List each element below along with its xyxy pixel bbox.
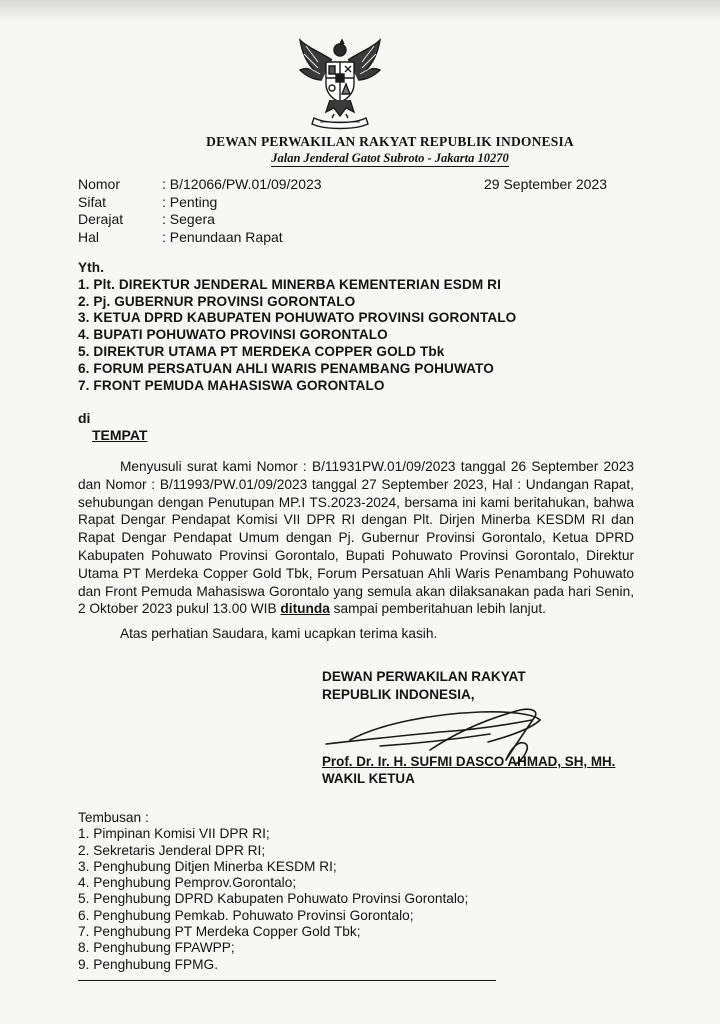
sifat-label: Sifat (78, 193, 107, 210)
recipient-item: 2. Pj. GUBERNUR PROVINSI GORONTALO (78, 293, 356, 309)
signatory-name: Prof. Dr. Ir. H. SUFMI DASCO AHMAD, SH, MH. (322, 754, 616, 769)
cc-item: 2. Sekretaris Jenderal DPR RI; (78, 842, 266, 858)
derajat-label: Derajat (78, 211, 124, 227)
body-text-part1: Menyusuli surat kami Nomor : B/11931PW.01/09/2023 tanggal 26 September 2023 dan Nomor : B/11993/PW.01/09/2023 tanggal 27 September 2023, Hal : Undangan Rapat, sehubungan dengan Penutupan MP.I TS.2023-2024, bersama ini kami beritahukan, bahwa Rapat Dengar Pendapat Komisi VII DPR RI dengan Plt. Dirjen Minerba KESDM RI dan Rapat Dengar Pendapat Umum dengan Pj. Gubernur Provinsi Gorontalo, Ketua DPRD Kabupaten Pohuwato Provinsi Gorontalo, Bupati Pohuwato Provinsi Gorontalo, Direktur Utama PT Merdeka Copper Gold Tbk, Forum Persatuan Ahli Waris Penambang Pohuwato dan Front Pemuda Mahasiswa Gorontalo yang semula akan dilaksanakan pada hari Senin, 2 Oktober 2023 pukul 13.00 WIB (78, 459, 634, 617)
place-di: di (78, 410, 91, 426)
cc-divider (78, 980, 496, 981)
letterhead-address-wrap (30, 151, 720, 166)
garuda-emblem-icon (296, 38, 384, 130)
body-paragraph (78, 458, 634, 618)
derajat-value: : Segera (162, 211, 215, 227)
cc-heading: Tembusan : (78, 810, 149, 825)
recipient-item: 5. DIREKTUR UTAMA PT MERDEKA COPPER GOLD Tbk (78, 343, 445, 359)
nomor-value: : B/12066/PW.01/09/2023 (162, 176, 322, 192)
cc-item: 7. Penghubung PT Merdeka Copper Gold Tbk; (78, 924, 361, 940)
signature-institution (322, 668, 526, 703)
salutation: Yth. (78, 260, 105, 275)
letter-date: 29 September 2023 (484, 176, 607, 192)
recipient-list (78, 260, 516, 394)
recipient-item: 3. KETUA DPRD KABUPATEN POHUWATO PROVINSI GORONTALO (78, 310, 517, 326)
letter-meta (78, 176, 482, 246)
cc-item: 1. Pimpinan Komisi VII DPR RI; (78, 826, 270, 842)
closing-sentence: Atas perhatian Saudara, kami ucapkan terima kasih. (120, 626, 438, 641)
letterhead-address: Jalan Jenderal Gatot Subroto - Jakarta 10270 (271, 151, 509, 165)
hal-value: : Penundaan Rapat (162, 228, 283, 245)
cc-item: 3. Penghubung Ditjen Minerba KESDM RI; (78, 858, 337, 874)
scan-edge-shade (0, 0, 720, 22)
sifat-value: : Penting (162, 193, 218, 210)
signatory-title: WAKIL KETUA (322, 771, 415, 786)
cc-item: 6. Penghubung Pemkab. Pohuwato Provinsi Gorontalo; (78, 907, 414, 923)
place-tempat: TEMPAT (92, 427, 148, 443)
body-text-part2: sampai pemberitahuan lebih lanjut. (329, 601, 546, 617)
body-emphasis-ditunda: ditunda (280, 601, 330, 617)
cc-item: 4. Penghubung Pemprov.Gorontalo; (78, 875, 297, 891)
cc-item: 5. Penghubung DPRD Kabupaten Pohuwato Provinsi Gorontalo; (78, 891, 469, 907)
cc-item: 8. Penghubung FPAWPP; (78, 940, 235, 956)
letterhead-institution: DEWAN PERWAKILAN RAKYAT REPUBLIK INDONESIA (206, 134, 574, 149)
nomor-label: Nomor (78, 176, 121, 192)
meta-row-sifat (78, 194, 482, 212)
recipient-item: 1. Plt. DIREKTUR JENDERAL MINERBA KEMENTERIAN ESDM RI (78, 276, 501, 292)
hal-label: Hal (78, 228, 100, 245)
recipient-item: 4. BUPATI POHUWATO PROVINSI GORONTALO (78, 327, 388, 343)
recipient-item: 7. FRONT PEMUDA MAHASISWA GORONTALO (78, 377, 385, 393)
meta-row-hal (78, 229, 482, 247)
signature-institution-line1: DEWAN PERWAKILAN RAKYAT (322, 669, 526, 684)
meta-row-nomor (78, 176, 482, 194)
recipient-item: 6. FORUM PERSATUAN AHLI WARIS PENAMBANG POHUWATO (78, 360, 494, 376)
cc-list (78, 810, 468, 973)
signature-institution-line2: REPUBLIK INDONESIA, (322, 686, 475, 702)
meta-row-derajat (78, 211, 482, 229)
cc-item: 9. Penghubung FPMG. (78, 956, 219, 972)
